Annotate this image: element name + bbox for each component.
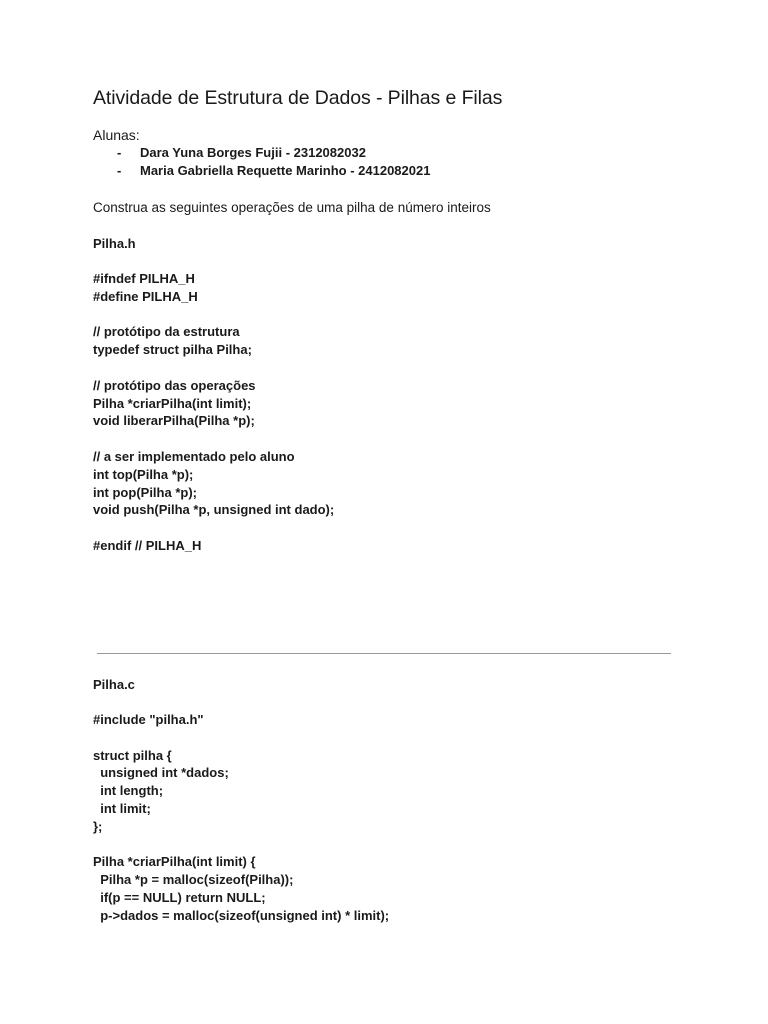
code-line: if(p == NULL) return NULL; (93, 889, 266, 905)
code-line: p->dados = malloc(sizeof(unsigned int) * limit); (93, 907, 390, 923)
code-comment: // a ser implementado pelo aluno (93, 448, 295, 464)
code-line: #include "pilha.h" (93, 712, 204, 727)
list-bullet: - (117, 145, 122, 160)
code-blank-line (93, 836, 389, 854)
code-line: }; (93, 818, 103, 834)
code-line: int length; (93, 783, 164, 799)
list-bullet: - (117, 162, 122, 178)
code-comment: // protótipo da estrutura (93, 324, 240, 340)
code-line: int top(Pilha *p); (93, 466, 194, 482)
code-blank-line (93, 519, 334, 537)
code-line: int pop(Pilha *p); (93, 484, 197, 500)
source-file-code (93, 711, 389, 925)
document-title: Atividade de Estrutura de Dados - Pilhas e Filas (93, 87, 503, 109)
assignment-instructions: Construa as seguintes operações de uma pilha de número inteiros (93, 200, 491, 215)
header-file-label: Pilha.h (93, 236, 136, 251)
code-comment: // protótipo das operações (93, 377, 256, 393)
code-blank-line (93, 306, 334, 324)
code-line: struct pilha { (93, 747, 172, 763)
code-line: void push(Pilha *p, unsigned int dado); (93, 502, 335, 518)
code-blank-line (93, 729, 389, 747)
code-line: #ifndef PILHA_H (93, 271, 195, 286)
code-line: Pilha *criarPilha(int limit); (93, 395, 252, 411)
code-line: Pilha *p = malloc(sizeof(Pilha)); (93, 872, 294, 888)
code-line: Pilha *criarPilha(int limit) { (93, 854, 256, 870)
section-divider (97, 653, 671, 654)
code-line: int limit; (93, 800, 151, 816)
header-file-code (93, 270, 334, 555)
student-name: Dara Yuna Borges Fujii - 2312082032 (140, 145, 366, 160)
source-file-label: Pilha.c (93, 677, 135, 692)
code-blank-line (93, 359, 334, 377)
code-line: void liberarPilha(Pilha *p); (93, 413, 255, 429)
student-name: Maria Gabriella Requette Marinho - 2412082021 (140, 162, 431, 178)
code-line: typedef struct pilha Pilha; (93, 342, 252, 358)
code-line: unsigned int *dados; (93, 765, 229, 781)
code-line: #define PILHA_H (93, 288, 198, 304)
students-label: Alunas: (93, 127, 140, 143)
code-blank-line (93, 430, 334, 448)
code-line: #endif // PILHA_H (93, 537, 202, 553)
